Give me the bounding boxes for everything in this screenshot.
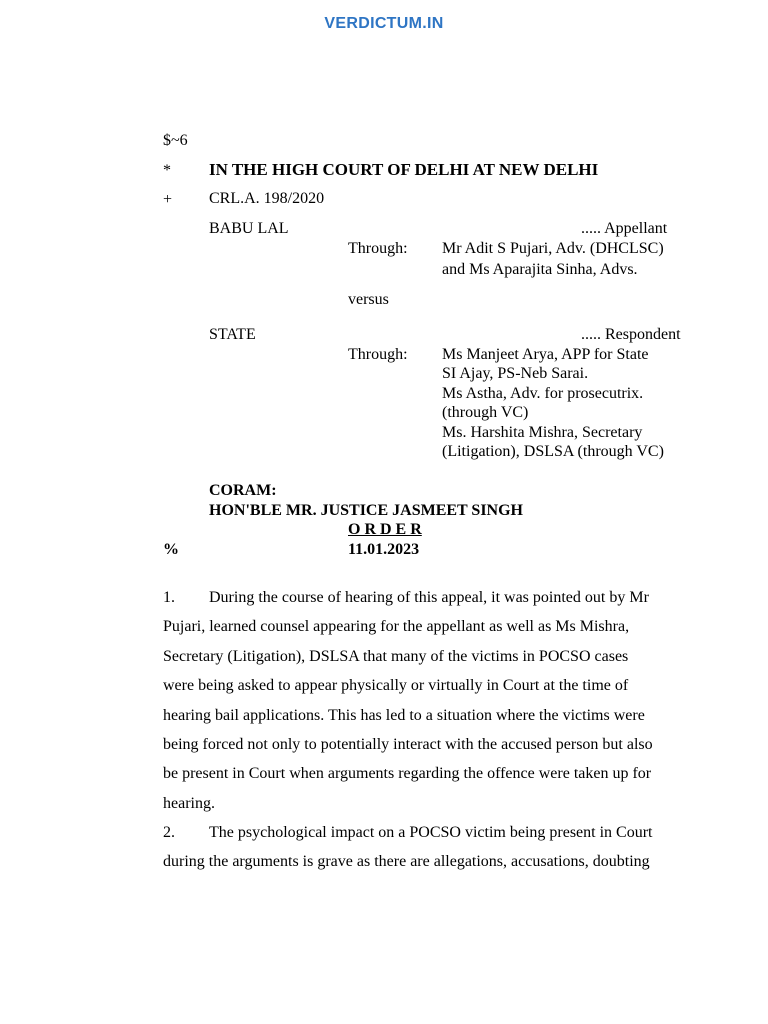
appellant-through-label: Through: xyxy=(348,240,408,257)
watermark: VERDICTUM.IN xyxy=(324,15,444,32)
respondent-counsel-line: (through VC) xyxy=(442,404,529,421)
appellant-role: ..... Appellant xyxy=(581,220,668,237)
court-title: IN THE HIGH COURT OF DELHI AT NEW DELHI xyxy=(209,160,599,179)
paragraph-line: hearing. xyxy=(163,794,215,812)
judge-name: HON'BLE MR. JUSTICE JASMEET SINGH xyxy=(209,502,523,519)
paragraph-line: being forced not only to potentially interact with the accused person but also xyxy=(163,736,653,754)
paragraph-line: 1. During the course of hearing of this appeal, it was pointed out by Mr xyxy=(163,583,719,612)
paragraph-number: 1. xyxy=(163,589,175,606)
paragraph-line: during the arguments is grave as there are allegations, accusations, doubting xyxy=(163,853,650,871)
respondent-counsel-line: SI Ajay, PS-Neb Sarai. xyxy=(442,365,589,382)
appellant-counsel-line: Mr Adit S Pujari, Adv. (DHCLSC) xyxy=(442,240,664,257)
paragraph-line: 2. The psychological impact on a POCSO victim being present in Court xyxy=(163,818,719,847)
matter-code: $~6 xyxy=(163,132,188,149)
respondent-through-label: Through: xyxy=(348,346,408,363)
respondent-role: ..... Respondent xyxy=(581,326,681,343)
respondent-name: STATE xyxy=(209,326,256,343)
percent-marker: % xyxy=(163,541,179,558)
appellant-name: BABU LAL xyxy=(209,220,289,237)
case-number: CRL.A. 198/2020 xyxy=(209,190,325,207)
paragraph-1 xyxy=(163,583,719,818)
paragraph-line: Secretary (Litigation), DSLSA that many of the victims in POCSO cases xyxy=(163,647,629,665)
paragraph-2 xyxy=(163,818,719,877)
paragraph-number: 2. xyxy=(163,824,175,841)
coram-label: CORAM: xyxy=(209,482,277,499)
paragraph-line: Pujari, learned counsel appearing for the appellant as well as Ms Mishra, xyxy=(163,618,630,636)
versus-label: versus xyxy=(348,291,389,308)
respondent-counsel-line: Ms Manjeet Arya, APP for State xyxy=(442,346,649,363)
star-marker: * xyxy=(163,162,171,179)
respondent-counsel-line: Ms Astha, Adv. for prosecutrix. xyxy=(442,385,644,402)
order-heading: O R D E R xyxy=(348,521,422,538)
paragraph-line: hearing bail applications. This has led to a situation where the victims were xyxy=(163,706,645,724)
respondent-counsel-line: Ms. Harshita Mishra, Secretary xyxy=(442,424,643,441)
respondent-counsel-line: (Litigation), DSLSA (through VC) xyxy=(442,443,664,460)
order-date: 11.01.2023 xyxy=(348,541,420,558)
plus-marker: + xyxy=(163,191,173,208)
appellant-counsel-line: and Ms Aparajita Sinha, Advs. xyxy=(442,261,638,278)
paragraph-line: were being asked to appear physically or virtually in Court at the time of xyxy=(163,677,629,695)
paragraph-line: be present in Court when arguments regarding the offence were taken up for xyxy=(163,765,652,783)
